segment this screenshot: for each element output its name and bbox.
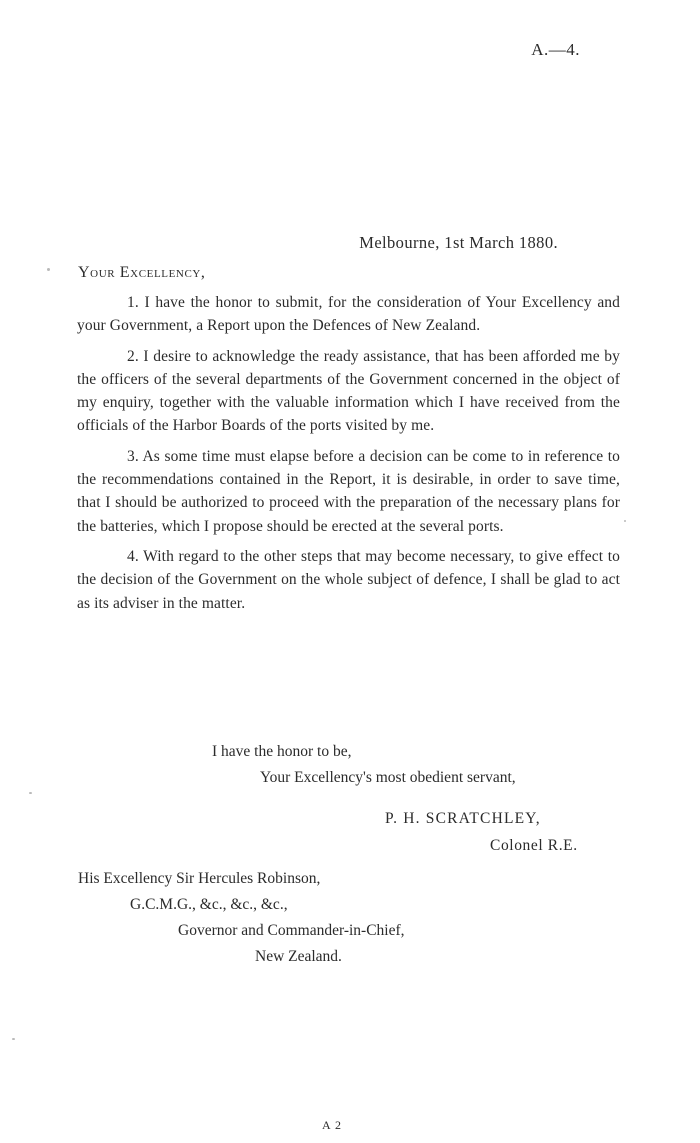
addressee-line-3: Governor and Commander-in-Chief, bbox=[178, 922, 405, 939]
paragraph-4: 4. With regard to the other steps that may become necessary, to give effect to the decision of the Government on the whole subject of defence, I shall be glad to act as its adviser in the matter. bbox=[77, 547, 620, 612]
scan-speck bbox=[47, 268, 50, 271]
closing-line-1: I have the honor to be, bbox=[212, 743, 352, 760]
letter-body bbox=[77, 291, 620, 622]
paragraph-2: 2. I desire to acknowledge the ready assistance, that has been afforded me by the officers of the several departments of the Government concerned in the object of my enquiry, together with the valuable information which I have received from the officials of the Harbor Boards of the ports visited by me. bbox=[77, 347, 620, 435]
scan-speck bbox=[29, 792, 32, 794]
scan-speck bbox=[12, 1038, 15, 1040]
signature-name: P. H. SCRATCHLEY, bbox=[385, 810, 541, 827]
addressee-line-2: G.C.M.G., &c., &c., &c., bbox=[130, 896, 288, 913]
addressee-line-4: New Zealand. bbox=[255, 948, 342, 965]
scan-speck bbox=[624, 520, 626, 522]
paragraph-3: 3. As some time must elapse before a decision can be come to in reference to the recommendations contained in the Report, it is desirable, in order to save time, that I should be authorized to proceed with the preparation of the necessary plans for the batteries, which I propose should be erected at the several ports. bbox=[77, 447, 620, 535]
closing-line-2: Your Excellency's most obedient servant, bbox=[260, 769, 516, 786]
page-signature-mark: A 2 bbox=[322, 1118, 343, 1132]
letter-salutation: Your Excellency, bbox=[78, 264, 206, 281]
letter-dateline: Melbourne, 1st March 1880. bbox=[359, 233, 558, 252]
signature-rank: Colonel R.E. bbox=[490, 837, 578, 854]
paragraph-1: 1. I have the honor to submit, for the consideration of Your Excellency and your Government, a Report upon the Defences of New Zealand. bbox=[77, 294, 620, 335]
document-reference: A.—4. bbox=[531, 40, 580, 59]
addressee-line-1: His Excellency Sir Hercules Robinson, bbox=[78, 870, 321, 887]
